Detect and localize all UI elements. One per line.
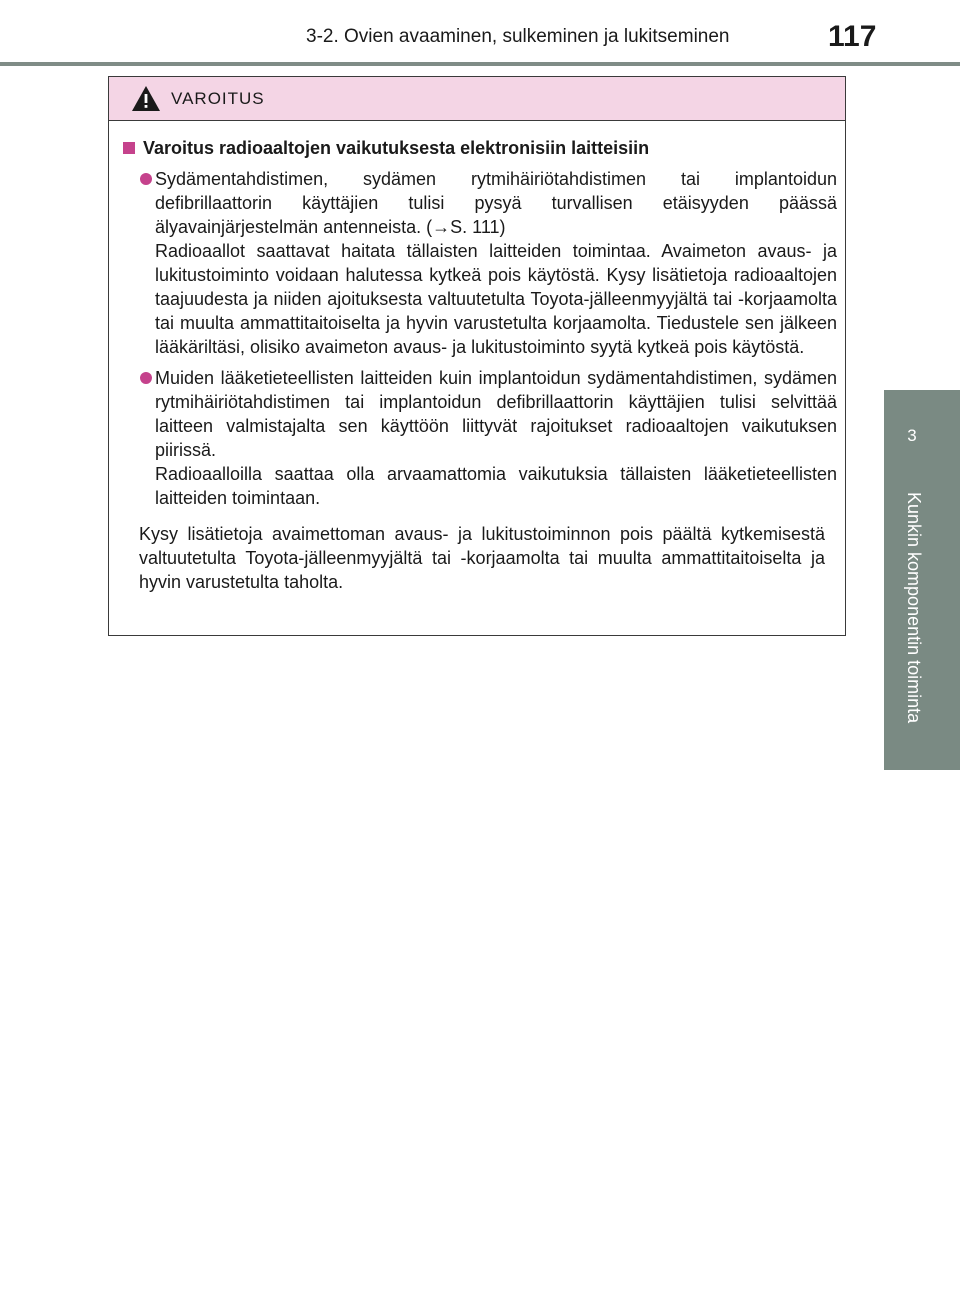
round-bullet-icon [140,173,152,185]
paragraph: Muiden lääketieteellisten laitteiden kuin implantoidun sydämentahdistimen, sydämen rytmihäiriötahdistimen tai implantoidun defibrillaattorin käyttäjien tulisi selvittää laitteen valmistajalta sen käyttöön liittyvät rajoitukset radioaaltojen vaikutuksen piirissä. [155,368,837,460]
paragraph: Sydämentahdistimen, sydämen rytmihäiriötahdistimen tai implantoidun defibrillaattorin käyttäjien tulisi pysyä turvallisen etäisyyden päässä älyavainjärjestelmän antenneista. (→S. 111) [155,169,837,237]
chapter-side-tab [884,390,960,770]
warning-header [109,77,845,121]
running-header-title: 3-2. Ovien avaaminen, sulkeminen ja lukitseminen [306,26,730,47]
warning-content [109,121,845,594]
chapter-number: 3 [907,426,917,445]
section-heading-text: Varoitus radioaaltojen vaikutuksesta elektronisiin laitteisiin [143,138,650,158]
warning-triangle-icon [131,85,161,117]
warning-box [108,76,846,636]
list-item [123,366,837,510]
closing-paragraph: Kysy lisätietoja avaimettoman avaus- ja lukitustoiminnon pois päältä kytkemisestä valtuutetulta Toyota-jälleenmyyjältä tai -korjaamolta tai muulta ammattitaitoiselta ja hyvin varustetulta taholta. [139,524,825,592]
page-number: 117 [828,20,877,53]
paragraph: Radioaalloilla saattaa olla arvaamattomia vaikutuksia tällaisten lääketieteellisten laitteiden toimintaan. [155,464,837,508]
chapter-label: Kunkin komponentin toiminta [904,492,924,724]
list-item [123,167,837,359]
round-bullet-icon [140,372,152,384]
square-bullet-icon [123,142,135,154]
paragraph: Radioaallot saattavat haitata tällaisten laitteiden toimintaa. Avaimeton avaus- ja lukitustoiminto voidaan halutessa kytkeä pois käytöstä. Kysy lisätietoja radioaaltojen taajuudesta ja niiden ajoituksesta valtuutetulta Toyota-jälleenmyyjältä tai -korjaamolta tai muulta ammattitaitoiselta ja hyvin varustetulta korjaamolta. Tiedustele sen jälkeen lääkäriltäsi, olisiko avaimeton avaus- ja lukitustoiminto syytä kytkeä pois käytöstä. [155,241,837,357]
header-divider [0,62,960,66]
section-heading [123,136,837,160]
warning-label: VAROITUS [171,89,265,108]
